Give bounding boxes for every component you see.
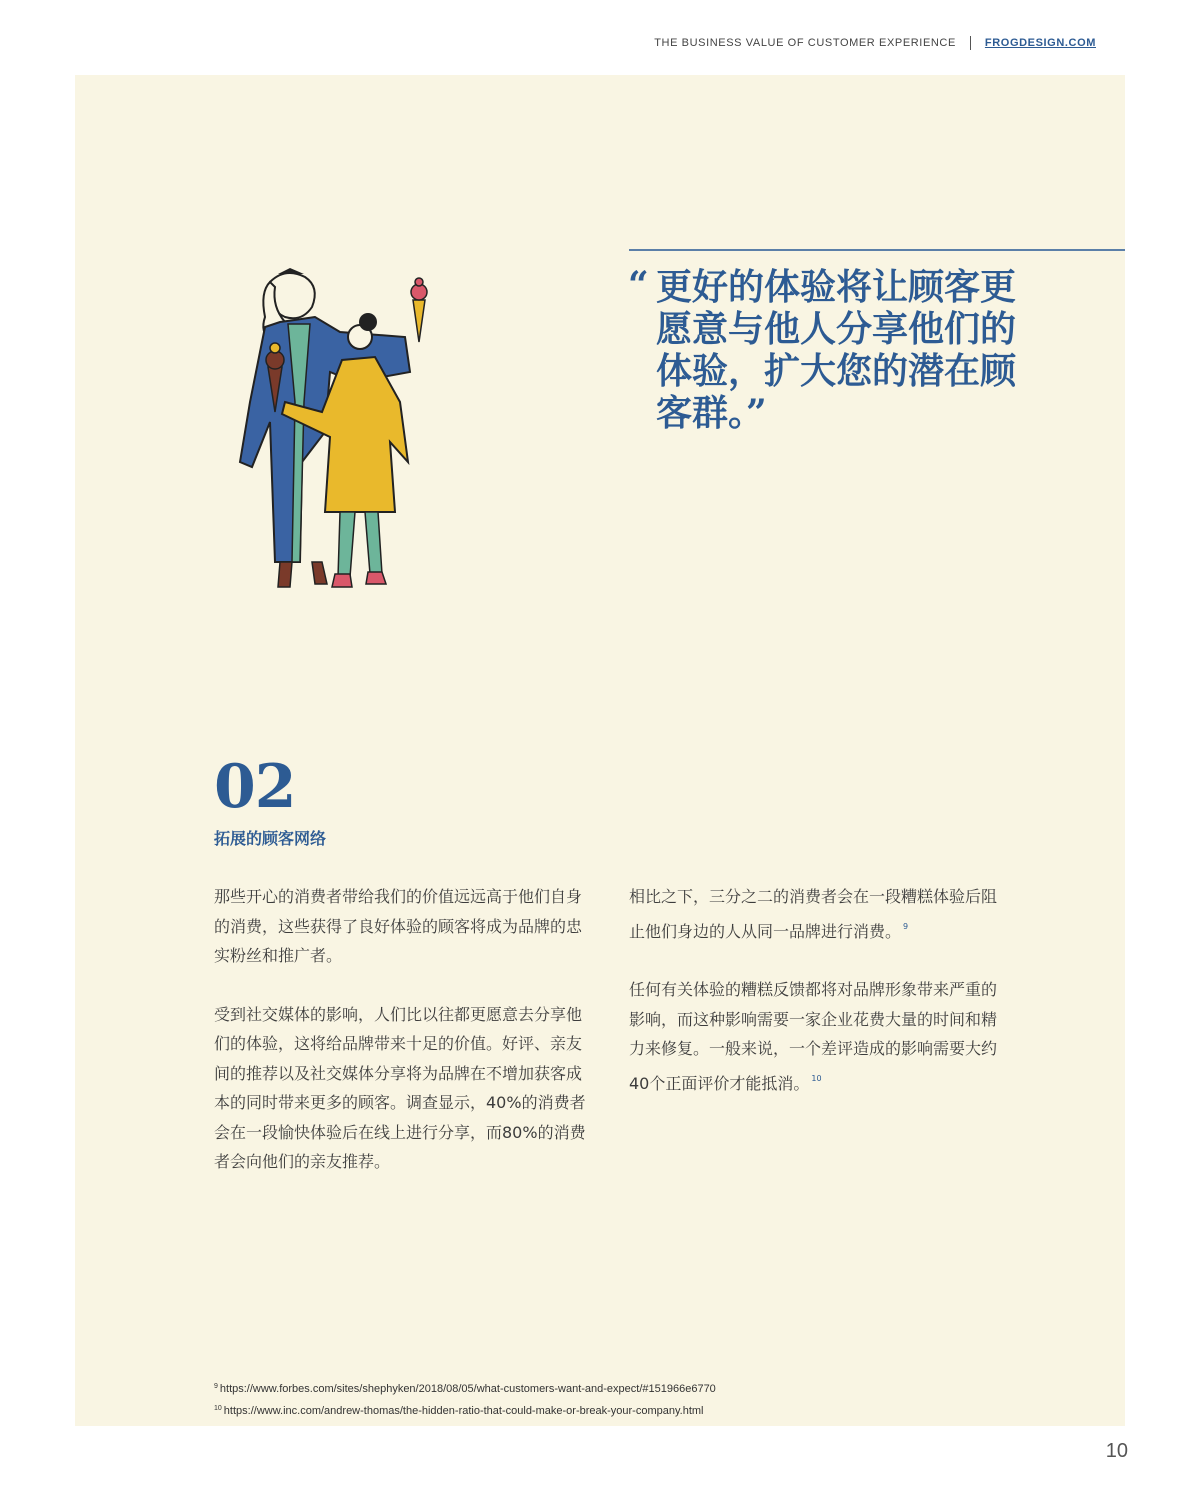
- left-column: [214, 882, 592, 1206]
- quote-text: 更好的体验将让顾客更愿意与他人分享他们的体验，扩大您的潜在顾客群。: [656, 266, 1017, 434]
- footnote: [214, 1405, 704, 1417]
- website-link[interactable]: FROGDESIGN.COM: [984, 37, 1096, 49]
- paragraph: [629, 882, 1007, 946]
- footnote-ref[interactable]: 10: [811, 1073, 822, 1083]
- footnote: [214, 1383, 716, 1395]
- paragraph: 那些开心的消费者带给我们的价值远远高于他们自身的消费，这些获得了良好体验的顾客将成为品牌的忠实粉丝和推广者。: [214, 887, 583, 965]
- family-ice-cream-illustration: [230, 262, 440, 602]
- footnote-url[interactable]: https://www.forbes.com/sites/shephyken/2018/08/05/what-customers-want-and-expect/#151966e6770: [219, 1383, 716, 1395]
- footnote-url[interactable]: https://www.inc.com/andrew-thomas/the-hidden-ratio-that-could-make-or-break-your-company.html: [223, 1405, 704, 1417]
- pull-quote: [628, 266, 1018, 434]
- paragraph: 受到社交媒体的影响，人们比以往都更愿意去分享他们的体验，这将给品牌带来十足的价值。好评、亲友间的推荐以及社交媒体分享将为品牌在不增加获客成本的同时带来更多的顾客。调查显示，40%的消费者会在一段愉快体验后在线上进行分享，而80%的消费者会向他们的亲友推荐。: [214, 1004, 586, 1171]
- quote-rule: [629, 249, 1125, 251]
- page-number: 10: [1105, 1440, 1128, 1462]
- document-title: THE BUSINESS VALUE OF CUSTOMER EXPERIENCE: [654, 37, 956, 49]
- paragraph-text: 任何有关体验的糟糕反馈都将对品牌形象带来严重的影响，而这种影响需要一家企业花费大量的时间和精力来修复。一般来说，一个差评造成的影响需要大约40个正面评价才能抵消。: [629, 980, 998, 1093]
- running-header: [654, 36, 1096, 50]
- header-divider: [970, 36, 971, 50]
- footnote-number: 10: [214, 1405, 222, 1412]
- section-number: 02: [214, 752, 296, 822]
- footnote-ref[interactable]: 9: [903, 921, 909, 931]
- quote-close-mark: ”: [746, 392, 767, 434]
- paragraph: [629, 975, 1007, 1098]
- footnote-number: 9: [214, 1383, 218, 1390]
- right-column: [629, 882, 1007, 1127]
- paragraph-text: 相比之下，三分之二的消费者会在一段糟糕体验后阻止他们身边的人从同一品牌进行消费。: [629, 887, 998, 941]
- quote-open-mark: “: [628, 264, 649, 306]
- section-title: 拓展的顾客网络: [214, 829, 327, 848]
